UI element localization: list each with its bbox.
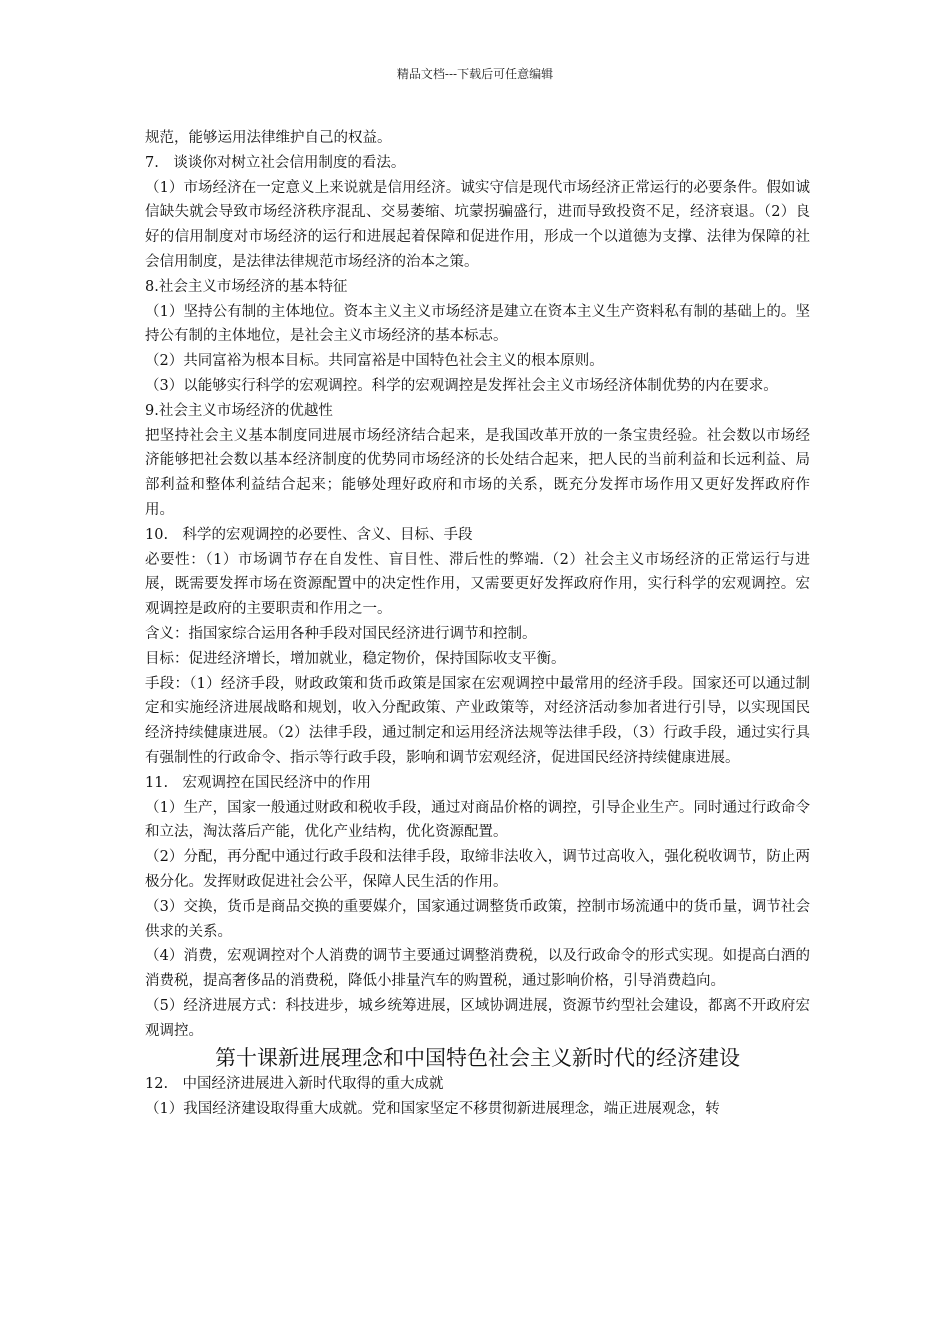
- paragraph: （2）分配，再分配中通过行政手段和法律手段，取缔非法收入，调节过高收入，强化税收调节，防止两极分化。发挥财政促进社会公平，保障人民生活的作用。: [145, 849, 810, 890]
- paragraph: （1）坚持公有制的主体地位。资本主义主义市场经济是建立在资本主义生产资料私有制的基础上的。坚持公有制的主体地位，是社会主义市场经济的基本标志。: [145, 303, 810, 345]
- paragraph: （1）生产，国家一般通过财政和税收手段，通过对商品价格的调控，引导企业生产。同时通过行政命令和立法，淘汰落后产能，优化产业结构，优化资源配置。: [145, 799, 810, 841]
- section-heading-10: 10. 科学的宏观调控的必要性、含义、目标、手段: [145, 526, 473, 543]
- paragraph: 把坚持社会主义基本制度同进展市场经济结合起来，是我国改革开放的一条宝贵经验。社会数以市场经济能够把社会数以基本经济制度的优势同市场经济的长处结合起来，把人民的当前利益和长远利益、局部利益和整体利益结合起来；能够处理好政府和市场的关系，既充分发挥市场作用又更好发挥政府作用。: [145, 427, 810, 518]
- section-heading-7: 7. 谈谈你对树立社会信用制度的看法。: [145, 154, 406, 171]
- paragraph: （3）交换，货币是商品交换的重要媒介，国家通过调整货币政策，控制市场流通中的货币量，调节社会供求的关系。: [145, 898, 810, 940]
- paragraph: （2）共同富裕为根本目标。共同富裕是中国特色社会主义的根本原则。: [145, 353, 604, 370]
- paragraph: 必要性：（1）市场调节存在自发性、盲目性、滞后性的弊端.（2）社会主义市场经济的正常运行与进展，既需要发挥市场在资源配置中的决定性作用，又需要更好发挥政府作用，实行科学的宏观调控。宏观调控是政府的主要职责和作用之一。: [145, 551, 810, 618]
- paragraph: （5）经济进展方式：科技进步，城乡统筹进展，区域协调进展，资源节约型社会建设，都离不开政府宏观调控。: [145, 997, 810, 1039]
- paragraph: （4）消费，宏观调控对个人消费的调节主要通过调整消费税，以及行政命令的形式实现。如提高白酒的消费税，提高奢侈品的消费税，降低小排量汽车的购置税，通过影响价格，引导消费趋向。: [145, 948, 810, 990]
- section-heading-8: 8.社会主义市场经济的基本特征: [145, 278, 348, 295]
- paragraph: （1）市场经济在一定意义上来说就是信用经济。诚实守信是现代市场经济正常运行的必要条件。假如诚信缺失就会导致市场经济秩序混乱、交易萎缩、坑蒙拐骗盛行，进而导致投资不足，经济衰退。（2）良好的信用制度对市场经济的运行和进展起着保障和促进作用，形成一个以道德为支撑、法律为保障的社会信用制度，是法律法律规范市场经济的治本之策。: [145, 179, 810, 270]
- page-header: 精品文档---下载后可任意编辑: [396, 67, 554, 81]
- document-body: [145, 126, 810, 1122]
- paragraph: （1）我国经济建设取得重大成就。党和国家坚定不移贯彻新进展理念，端正进展观念，转: [145, 1101, 720, 1118]
- paragraph: 含义：指国家综合运用各种手段对国民经济进行调节和控制。: [145, 625, 537, 642]
- section-heading-11: 11. 宏观调控在国民经济中的作用: [145, 774, 372, 791]
- paragraph: （3）以能够实行科学的宏观调控。科学的宏观调控是发挥社会主义市场经济体制优势的内在要求。: [145, 377, 778, 394]
- paragraph: 目标：促进经济增长，增加就业，稳定物价，保持国际收支平衡。: [145, 650, 566, 667]
- lesson-title: 第十课新进展理念和中国特色社会主义新时代的经济建设: [215, 1046, 740, 1071]
- section-heading-9: 9.社会主义市场经济的优越性: [145, 402, 333, 419]
- section-heading-12: 12. 中国经济进展进入新时代取得的重大成就: [145, 1076, 444, 1093]
- paragraph: 手段：（1）经济手段，财政政策和货币政策是国家在宏观调控中最常用的经济手段。国家还可以通过制定和实施经济进展战略和规划，收入分配政策、产业政策等，对经济活动参加者进行引导，以实现国民经济持续健康进展。（2）法律手段，通过制定和运用经济法规等法律手段，（3）行政手段，通过实行具有强制性的行政命令、指示等行政手段，影响和调节宏观经济，促进国民经济持续健康进展。: [145, 675, 810, 766]
- paragraph: 规范，能够运用法律维护自己的权益。: [145, 130, 392, 146]
